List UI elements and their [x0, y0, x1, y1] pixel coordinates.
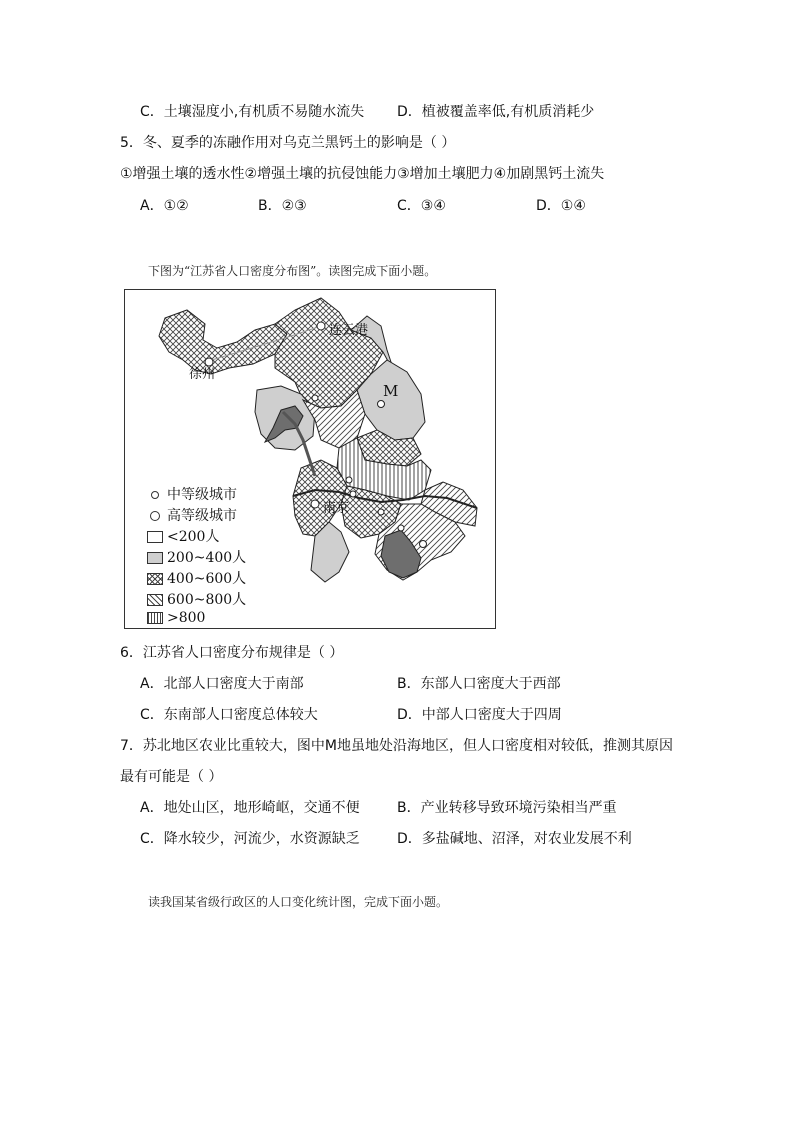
q7-option-b: B．产业转移导致环境污染相当严重 — [397, 800, 617, 816]
q7-option-a: A．地处山区，地形崎岖，交通不便 — [140, 800, 360, 816]
swatch-400-600 — [147, 573, 163, 585]
legend-label: 200~400人 — [167, 550, 247, 566]
q6-option-b: B．东部人口密度大于西部 — [397, 676, 561, 692]
legend-400-600 — [147, 570, 246, 588]
city-m-marker — [378, 401, 385, 408]
medium-city-dot-icon — [151, 491, 159, 499]
city-changzhou-marker — [378, 509, 384, 515]
legend-high-city — [147, 507, 237, 525]
legend-200-400 — [147, 549, 246, 567]
q5-option-b: B．②③ — [258, 198, 307, 214]
swatch-gt800 — [147, 612, 163, 624]
swatch-200-400 — [147, 552, 163, 564]
label-xuzhou: 徐州 — [189, 367, 216, 382]
legend-label: 中等级城市 — [167, 487, 237, 503]
label-lianyungang: 连云港 — [329, 323, 369, 338]
q6-option-c: C．东南部人口密度总体较大 — [140, 707, 318, 723]
legend-600-800 — [147, 591, 246, 609]
swatch-600-800 — [147, 594, 163, 606]
city-nantong-marker — [346, 477, 352, 483]
map-caption: 下图为“江苏省人口密度分布图”。读图完成下面小题。 — [148, 264, 437, 278]
city-suzhou-marker — [420, 541, 427, 548]
q6-option-d: D．中部人口密度大于四周 — [397, 707, 562, 723]
q7-stem-line2: 最有可能是（ ） — [120, 769, 223, 785]
q7-option-d: D．多盐碱地、沼泽，对农业发展不利 — [397, 831, 632, 847]
q5-option-d: D．①④ — [536, 198, 586, 214]
q7-stem-line1: 7．苏北地区农业比重较大，图中M地虽地处沿海地区，但人口密度相对较低，推测其原因 — [120, 738, 673, 754]
q4-option-d: D．植被覆盖率低,有机质消耗少 — [397, 104, 595, 120]
legend-label: 高等级城市 — [167, 508, 237, 524]
q6-option-a: A．北部人口密度大于南部 — [140, 676, 304, 692]
city-lianyungang-marker — [317, 322, 325, 330]
q5-statements: ①增强土壤的透水性②增强土壤的抗侵蚀能力③增加土壤肥力④加剧黑钙土流失 — [120, 166, 605, 182]
label-m: M — [383, 382, 399, 400]
q5-option-a: A．①② — [140, 198, 189, 214]
city-nanjing-marker — [311, 500, 319, 508]
q6-stem: 6．江苏省人口密度分布规律是（ ） — [120, 645, 344, 661]
city-huaian-marker — [312, 395, 318, 401]
swatch-lt200 — [147, 531, 163, 543]
region-xuzhou — [159, 310, 287, 374]
q5-option-c: C．③④ — [397, 198, 446, 214]
city-zhenjiang-marker — [350, 491, 356, 497]
legend-label: >800 — [167, 610, 206, 626]
jiangsu-population-density-map — [124, 289, 496, 629]
legend-lt200 — [147, 528, 219, 546]
legend-label: 600~800人 — [167, 592, 247, 608]
q4-option-c: C．土壤湿度小,有机质不易随水流失 — [140, 104, 365, 120]
q5-stem: 5．冬、夏季的冻融作用对乌克兰黑钙土的影响是（ ） — [120, 135, 456, 151]
legend-label: <200人 — [167, 529, 220, 545]
legend-label: 400~600人 — [167, 571, 247, 587]
city-xuzhou-marker — [205, 358, 213, 366]
city-wuxi-marker — [398, 525, 404, 531]
legend-medium-city — [147, 486, 237, 504]
label-nanjing: 南京 — [323, 501, 350, 516]
legend-gt800 — [147, 609, 205, 627]
region-nanjing — [293, 460, 350, 536]
next-section-caption: 读我国某省级行政区的人口变化统计图，完成下面小题。 — [148, 895, 449, 909]
q7-option-c: C．降水较少，河流少，水资源缺乏 — [140, 831, 360, 847]
high-city-dot-icon — [150, 511, 160, 521]
